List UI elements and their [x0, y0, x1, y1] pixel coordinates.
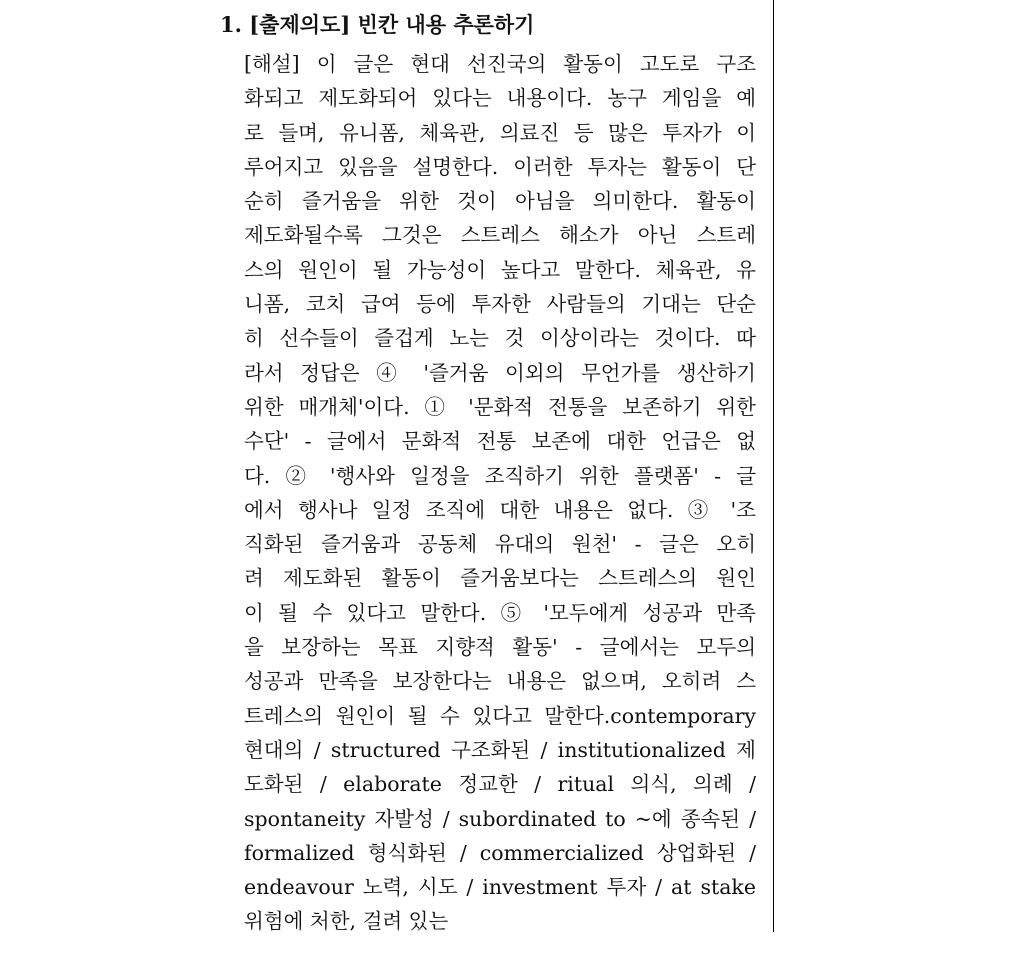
explanation-line: 히 선수들이 즐겁게 노는 것 이상이라는 것이다. 따 [244, 326, 756, 351]
explanation-line: 에서 행사나 일정 조직에 대한 내용은 없다. ③ '조 [244, 497, 756, 522]
explanation-line: 위한 매개체'이다. ① '문화적 전통을 보존하기 위한 [244, 394, 756, 419]
question-title: 1. [출제의도] 빈칸 내용 추론하기 [220, 12, 535, 37]
column-divider [773, 0, 774, 932]
explanation-line: 수단' - 글에서 문화적 전통 보존에 대한 언급은 없 [244, 429, 756, 454]
explanation-line: 제도화될수록 그것은 스트레스 해소가 아닌 스트레 [244, 223, 756, 248]
vocab-line: 현대의 / structured 구조화된 / institutionalized 제 [244, 737, 756, 762]
question-column [220, 8, 760, 42]
vocab-line: 위험에 처한, 걸려 있는 [244, 909, 449, 934]
explanation-line: 화되고 제도화되어 있다는 내용이다. 농구 게임을 예 [244, 86, 756, 111]
vocab-line: formalized 형식화된 / commercialized 상업화된 / [244, 840, 756, 865]
explanation-line: 니폼, 코치 급여 등에 투자한 사람들의 기대는 단순 [244, 292, 756, 317]
explanation-line: 려 제도화된 활동이 즐거움보다는 스트레스의 원인 [244, 566, 756, 591]
explanation-line: 이 될 수 있다고 말한다. ⑤ '모두에게 성공과 만족 [244, 600, 756, 625]
vocab-line: endeavour 노력, 시도 / investment 투자 / at stake [244, 875, 756, 900]
explanation-line: 라서 정답은 ④ '즐거움 이외의 무언가를 생산하기 [244, 360, 756, 385]
explanation-line: 순히 즐거움을 위한 것이 아님을 의미한다. 활동이 [244, 189, 756, 214]
explanation-line: 성공과 만족을 보장한다는 내용은 없으며, 오히려 스 [244, 669, 756, 694]
explanation-line: [해설] 이 글은 현대 선진국의 활동이 고도로 구조 [244, 52, 756, 76]
explanation-line: 을 보장하는 목표 지향적 활동' - 글에서는 모두의 [244, 635, 756, 660]
explanation-body [244, 47, 756, 939]
explanation-line: 로 들며, 유니폼, 체육관, 의료진 등 많은 투자가 이 [244, 120, 756, 145]
explanation-line: 트레스의 원인이 될 수 있다고 말한다.contemporary [244, 703, 756, 728]
explanation-line: 다. ② '행사와 일정을 조직하기 위한 플랫폼' - 글 [244, 463, 756, 488]
vocab-line: spontaneity 자발성 / subordinated to ~에 종속된 / [244, 806, 756, 831]
explanation-line: 직화된 즐거움과 공동체 유대의 원천' - 글은 오히 [244, 532, 756, 557]
explanation-line: 루어지고 있음을 설명한다. 이러한 투자는 활동이 단 [244, 154, 756, 179]
vocab-line: 도화된 / elaborate 정교한 / ritual 의식, 의례 / [244, 772, 756, 797]
explanation-line: 스의 원인이 될 가능성이 높다고 말한다. 체육관, 유 [244, 257, 756, 282]
